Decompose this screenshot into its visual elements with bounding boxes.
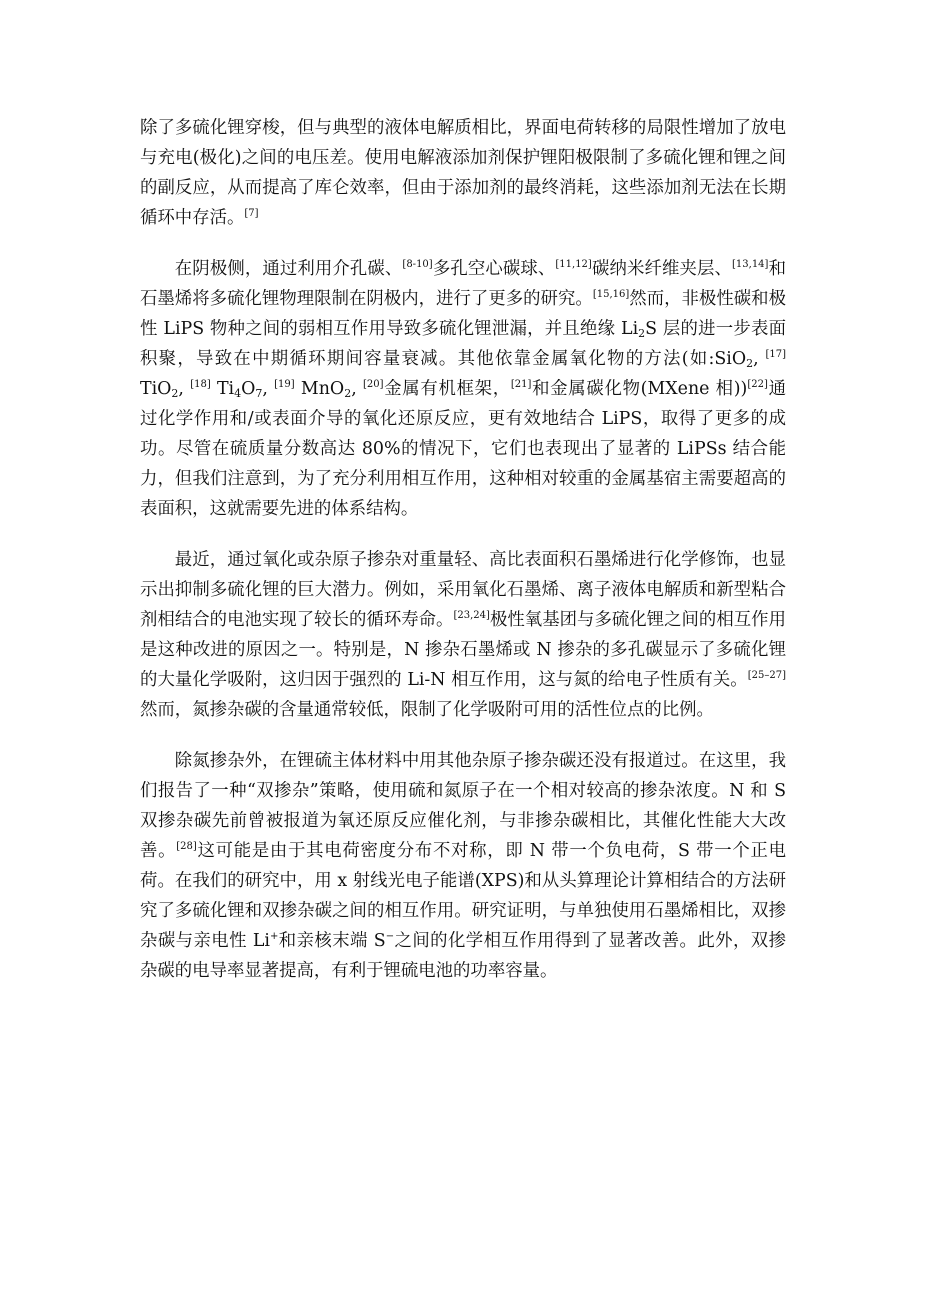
text-run: , <box>753 349 766 369</box>
text-run: 然而，氮掺杂碳的含量通常较低，限制了化学吸附可用的活性位点的比例。 <box>140 700 714 720</box>
citation-ref: [21] <box>510 379 532 390</box>
citation-ref: [19] <box>274 379 295 390</box>
citation-ref: [11,12] <box>555 259 592 270</box>
citation-ref: [13,14] <box>732 259 769 270</box>
text-run: 和金属碳化物(MXene 相)) <box>531 379 748 399</box>
citation-ref: [8-10] <box>402 259 433 270</box>
text-run: 和亲核末端 S <box>278 931 386 951</box>
citation-ref: [25–27] <box>747 670 786 681</box>
subscript: 2 <box>638 327 646 340</box>
citation-ref: [20] <box>362 379 384 390</box>
text-run: 除氮掺杂外，在锂硫主体材料中用其他杂原子掺杂碳还没有报道过。在这里，我们报告了一种“双掺杂”策略，使用硫和氮原子在一个相对较高的掺杂浓度。N 和 S 双掺杂碳先前曾被报道为氧还原反应催化剂，与非掺杂碳相比，其催化性能大大改善。 <box>140 751 786 861</box>
citation-ref: [18] <box>190 379 211 390</box>
subscript: 7 <box>255 387 263 400</box>
subscript: 4 <box>234 387 242 400</box>
text-run: 除了多硫化锂穿梭，但与典型的液体电解质相比，界面电荷转移的局限性增加了放电与充电(极化)之间的电压差。使用电解液添加剂保护锂阳极限制了多硫化锂和锂之间的副反应，从而提高了库仑效率，但由于添加剂的最终消耗，这些添加剂无法在长期循环中存活。 <box>140 118 786 228</box>
text-run: 通过化学作用和/或表面介导的氧化还原反应，更有效地结合 LiPS，取得了更多的成功。尽管在硫质量分数高达 80%的情况下，它们也表现出了显著的 LiPSs 结合能力，但我们注意到，为了充分利用相互作用，这种相对较重的金属基宿主需要超高的表面积，这就需要先进的体系结构。 <box>140 379 786 519</box>
text-run: 这可能是由于其电荷密度分布不对称，即 N 带一个负电荷，S 带一个正电荷。在我们的研究中，用 x 射线光电子能谱(XPS)和从头算理论计算相结合的方法研究了多硫化锂和双掺杂碳之间的相互作用。研究证明，与单独使用石墨烯相比，双掺杂碳与亲电性 Li <box>140 841 786 951</box>
citation-ref: [28] <box>176 841 197 852</box>
text-run: 之间的化学相互作用得到了显著改善。此外，双掺杂碳的电导率显著提高，有利于锂硫电池的功率容量。 <box>140 931 786 981</box>
text-run: S 层的进一步表面积聚，导致在中期循环期间容量衰减。其他依靠金属氧化物的方法(如:SiO <box>140 319 786 369</box>
text-run: 在阴极侧，通过利用介孔碳、 <box>174 259 403 279</box>
superscript: + <box>269 931 279 942</box>
text-run: , <box>262 379 275 399</box>
subscript: 2 <box>344 387 352 400</box>
body-paragraph-1 <box>140 113 786 233</box>
subscript: 2 <box>171 387 179 400</box>
text-run: , <box>178 379 191 399</box>
text-run: TiO <box>140 379 172 399</box>
citation-ref: [22] <box>747 379 768 390</box>
text-run: O <box>241 379 256 399</box>
text-run: MnO <box>294 379 345 399</box>
text-run: 最近，通过氧化或杂原子掺杂对重量轻、高比表面积石墨烯进行化学修饰，也显示出抑制多硫化锂的巨大潜力。例如，采用氧化石墨烯、离子液体电解质和新型粘合剂相结合的电池实现了较长的循环寿命。 <box>140 550 786 630</box>
text-run: 碳纳米纤维夹层、 <box>591 259 733 279</box>
text-run: 然而，非极性碳和极性 LiPS 物种之间的弱相互作用导致多硫化锂泄漏，并且绝缘 Li <box>140 289 786 339</box>
text-run: 和石墨烯将多硫化锂物理限制在阴极内，进行了更多的研究。 <box>140 259 786 309</box>
citation-ref: [15,16] <box>592 289 630 300</box>
superscript: − <box>385 931 395 942</box>
text-run: 极性氧基团与多硫化锂之间的相互作用是这种改进的原因之一。特别是，N 掺杂石墨烯或 N 掺杂的多孔碳显示了多硫化锂的大量化学吸附，这归因于强烈的 Li-N 相互作用，这与氮的给电子性质有关。 <box>140 610 786 690</box>
body-paragraph-2 <box>140 254 786 524</box>
body-paragraph-3 <box>140 545 786 725</box>
text-run: 多孔空心碳球、 <box>432 259 556 279</box>
text-run: 金属有机框架， <box>383 379 511 399</box>
body-paragraph-4 <box>140 746 786 986</box>
subscript: 2 <box>746 357 754 370</box>
citation-ref: [23,24] <box>453 610 490 621</box>
text-run: Ti <box>210 379 235 399</box>
citation-ref: [17] <box>765 349 786 360</box>
text-run: , <box>351 379 363 399</box>
citation-ref: [7] <box>244 208 259 219</box>
